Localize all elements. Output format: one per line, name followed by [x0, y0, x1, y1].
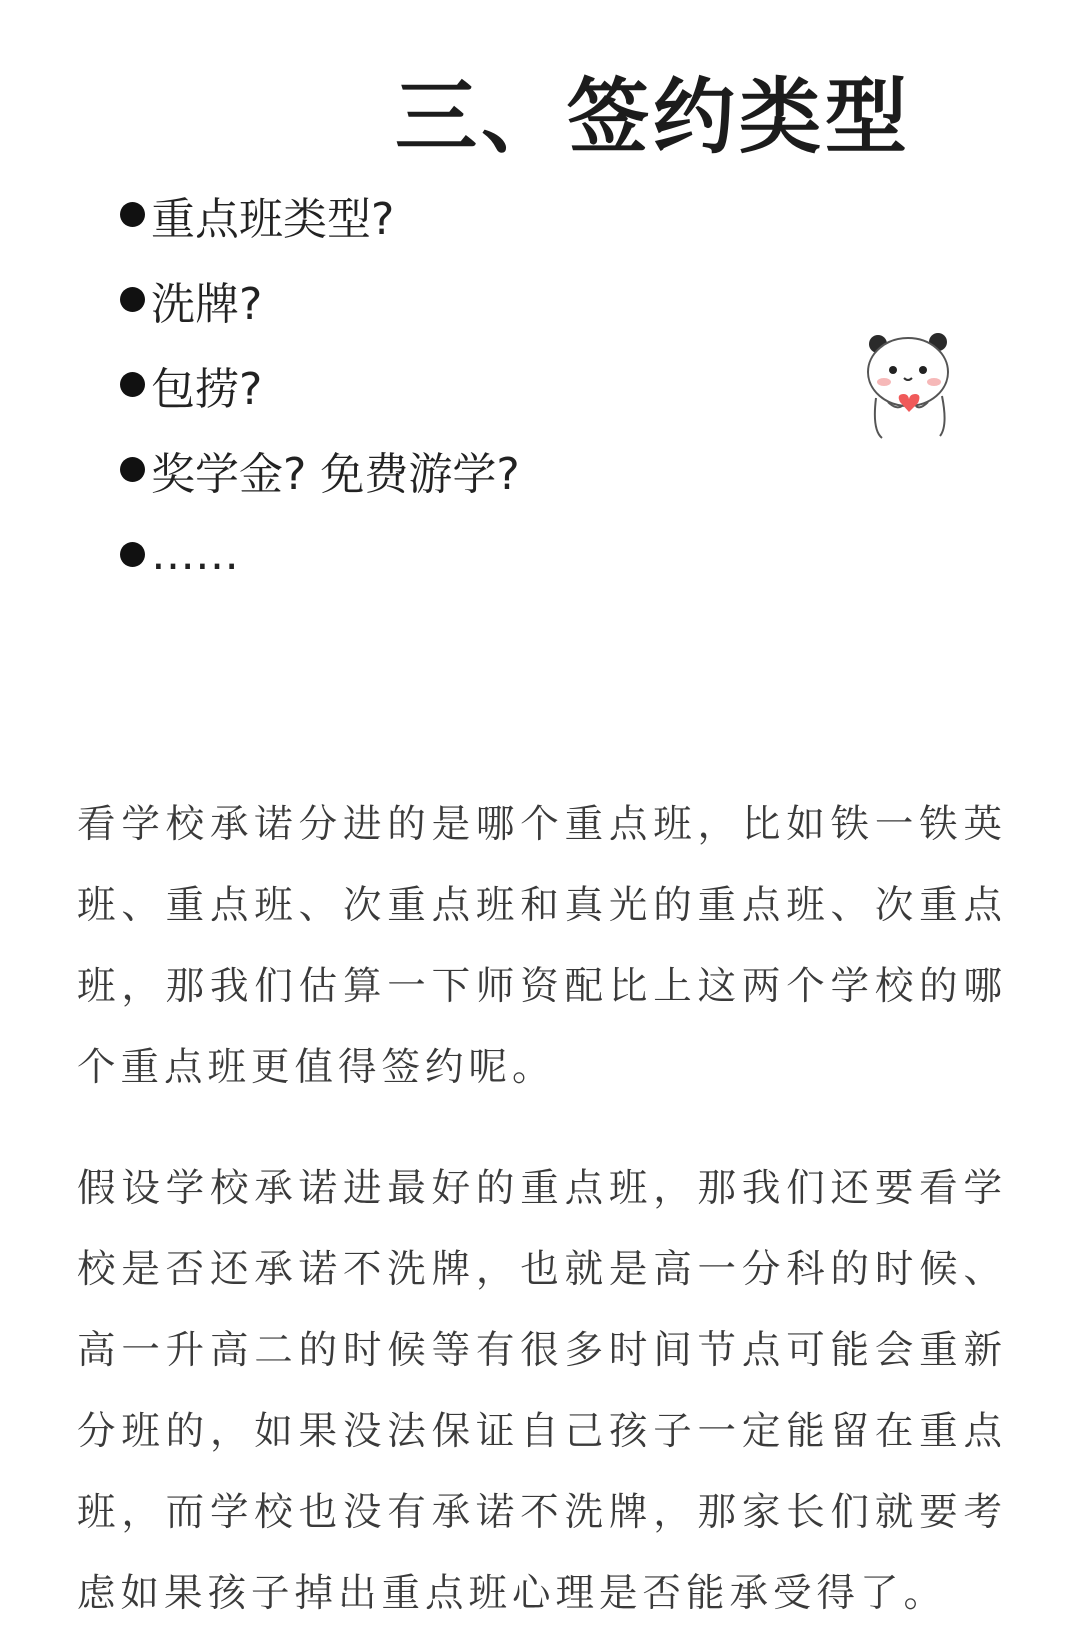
bullet-text: 包捞? — [151, 363, 263, 415]
bullet-text: 奖学金? 免费游学? — [151, 448, 520, 500]
bullet-list — [120, 172, 520, 597]
bullet-dot-icon — [120, 202, 145, 227]
bullet-text: 洗牌? — [151, 278, 263, 330]
bullet-item — [120, 342, 520, 427]
bullet-dot-icon — [120, 372, 145, 397]
bullet-dot-icon — [120, 457, 145, 482]
bullet-text: 重点班类型? — [151, 193, 395, 245]
page-title: 三、签约类型 — [395, 69, 912, 165]
bullet-item — [120, 512, 520, 597]
paragraph-2: 假设学校承诺进最好的重点班，那我们还要看学校是否还承诺不洗牌，也就是高一分科的时候、高一升高二的时候等有很多时间节点可能会重新分班的，如果没法保证自己孩子一定能留在重点班，而学校也没有承诺不洗牌，那家长们就要考虑如果孩子掉出重点班心理是否能承受得了。 — [77, 1166, 1007, 1616]
panda-sticker-icon — [862, 330, 962, 440]
bullet-dot-icon — [120, 542, 145, 567]
bullet-item — [120, 172, 520, 257]
bullet-item — [120, 257, 520, 342]
bullet-text: …… — [151, 529, 239, 580]
paragraph-1: 看学校承诺分进的是哪个重点班，比如铁一铁英班、重点班、次重点班和真光的重点班、次重点班，那我们估算一下师资配比上这两个学校的哪个重点班更值得签约呢。 — [77, 802, 1007, 1090]
bullet-dot-icon — [120, 287, 145, 312]
bullet-item — [120, 427, 520, 512]
